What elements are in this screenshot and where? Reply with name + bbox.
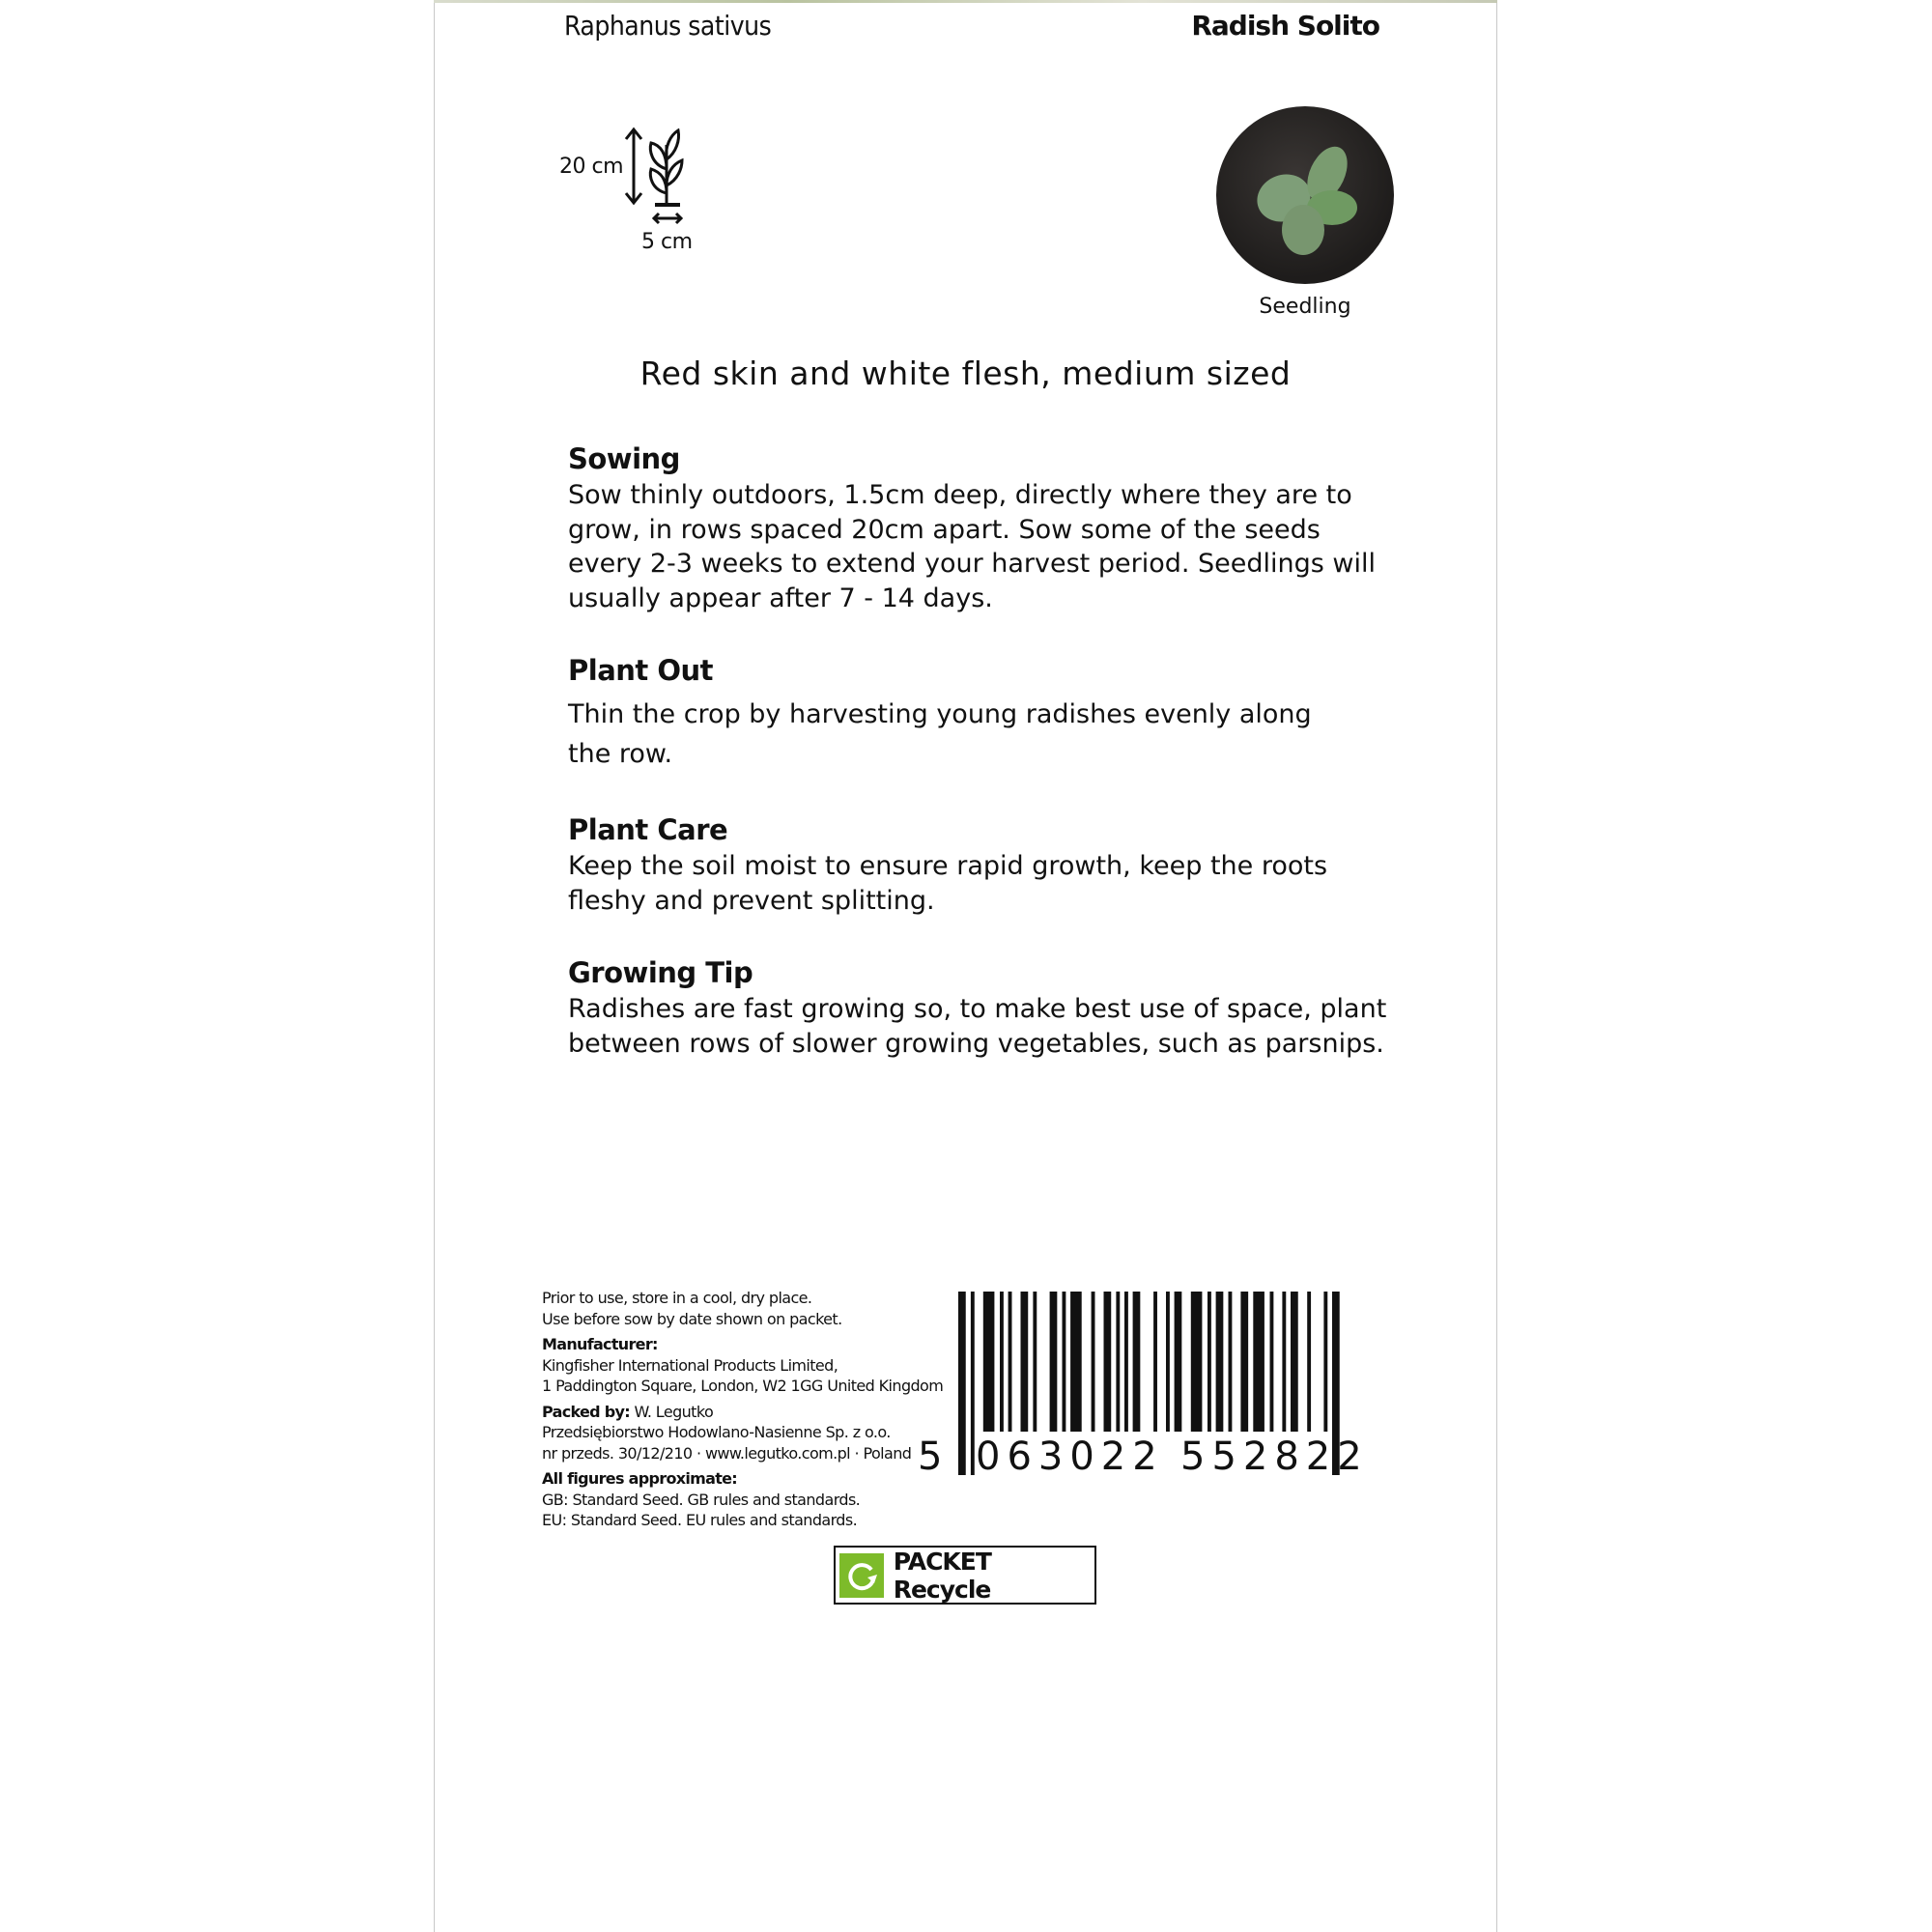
legal-info: [542, 1288, 948, 1531]
section-body-growing-tip: [568, 992, 1399, 1061]
barcode-bar: [1104, 1292, 1112, 1432]
manufacturer-line: 1 Paddington Square, London, W2 1GG United Kingdom: [542, 1377, 944, 1395]
packed-name: W. Legutko: [634, 1402, 714, 1421]
section-title-sowing: Sowing: [568, 442, 680, 475]
text-line: fleshy and prevent splitting.: [568, 885, 935, 916]
recycle-icon: [839, 1553, 884, 1598]
product-name: Radish Solito: [1191, 10, 1379, 42]
tagline: Red skin and white flesh, medium sized: [639, 355, 1292, 392]
storage-line: Use before sow by date shown on packet.: [542, 1309, 842, 1328]
barcode-bar: [1116, 1292, 1120, 1432]
section-body-sowing: [568, 478, 1399, 615]
manufacturer-line: Kingfisher International Products Limited,: [542, 1355, 838, 1375]
barcode-bar: [1070, 1292, 1082, 1432]
section-title-plant-care: Plant Care: [568, 813, 728, 846]
storage-line: Prior to use, store in a cool, dry place.: [542, 1289, 812, 1307]
text-line: between rows of slower growing vegetables, such as parsnips.: [568, 1028, 1384, 1059]
manufacturer-label: Manufacturer:: [542, 1335, 658, 1353]
width-label: 5 cm: [641, 230, 693, 254]
text-line: Keep the soil moist to ensure rapid growth, keep the roots: [568, 851, 1328, 881]
text-line: usually appear after 7 - 14 days.: [568, 582, 993, 613]
barcode-right-digits: 552822: [1180, 1435, 1369, 1479]
barcode-bar: [1092, 1292, 1095, 1432]
height-label: 20 cm: [559, 155, 624, 179]
text-line: every 2-3 weeks to extend your harvest period. Seedlings will: [568, 549, 1377, 579]
top-image-edge: [434, 0, 1497, 3]
recycle-label: PACKET Recycle: [893, 1547, 991, 1604]
plant-spacing-icon: [622, 126, 699, 232]
barcode-bar: [1050, 1292, 1058, 1432]
barcode-bar: [1216, 1292, 1224, 1432]
barcode-bar: [1124, 1292, 1128, 1432]
barcode-bar: [1009, 1292, 1012, 1432]
text-line: grow, in rows spaced 20cm apart. Sow some of the seeds: [568, 514, 1321, 545]
text-line: Sow thinly outdoors, 1.5cm deep, directly where they are to: [568, 480, 1352, 510]
barcode-bar: [1153, 1292, 1157, 1432]
barcode-bar: [1063, 1292, 1066, 1432]
barcode-bar: [1282, 1292, 1286, 1432]
barcode-bar: [1191, 1292, 1203, 1432]
packet-recycle-badge: [834, 1546, 1096, 1605]
packed-label: Packed by:: [542, 1402, 630, 1421]
figures-label: All figures approximate:: [542, 1469, 738, 1488]
barcode-bar: [958, 1292, 966, 1475]
section-body-plant-out: [568, 695, 1399, 774]
barcode: [918, 1292, 1375, 1479]
packer-line: nr przeds. 30/12/210 · www.legutko.com.pl · Poland: [542, 1443, 912, 1463]
barcode-bar: [1229, 1292, 1233, 1432]
barcode-bar: [1253, 1292, 1264, 1432]
barcode-bar: [1175, 1292, 1182, 1432]
section-title-growing-tip: Growing Tip: [568, 956, 753, 989]
barcode-bar: [1033, 1292, 1037, 1432]
latin-name: Raphanus sativus: [564, 10, 772, 42]
barcode-bar: [1307, 1292, 1311, 1432]
barcode-bar: [1021, 1292, 1029, 1432]
section-body-plant-care: [568, 849, 1399, 918]
text-line: the row.: [568, 739, 673, 769]
seedling-photo: [1216, 106, 1394, 284]
barcode-bar: [1133, 1292, 1141, 1432]
eu-standard: EU: Standard Seed. EU rules and standards.: [542, 1511, 858, 1529]
seedling-caption: Seedling: [1259, 295, 1351, 319]
barcode-bar: [1000, 1292, 1004, 1432]
barcode-bar: [983, 1292, 995, 1432]
section-title-plant-out: Plant Out: [568, 654, 714, 687]
text-line: Radishes are fast growing so, to make best use of space, plant: [568, 994, 1387, 1024]
barcode-first-digit: 5: [918, 1435, 943, 1479]
barcode-bar: [1323, 1292, 1327, 1432]
barcode-bar: [1208, 1292, 1211, 1432]
barcode-bar: [1270, 1292, 1274, 1432]
packer-line: Przedsiębiorstwo Hodowlano-Nasienne Sp. z o.o.: [542, 1423, 891, 1441]
barcode-bar: [1240, 1292, 1248, 1432]
barcode-bar: [971, 1292, 975, 1475]
barcode-bar: [1291, 1292, 1298, 1432]
barcode-left-digits: 063022: [976, 1435, 1164, 1479]
gb-standard: GB: Standard Seed. GB rules and standards.: [542, 1490, 861, 1509]
text-line: Thin the crop by harvesting young radishes evenly along: [568, 699, 1312, 729]
barcode-bar: [1166, 1292, 1170, 1432]
